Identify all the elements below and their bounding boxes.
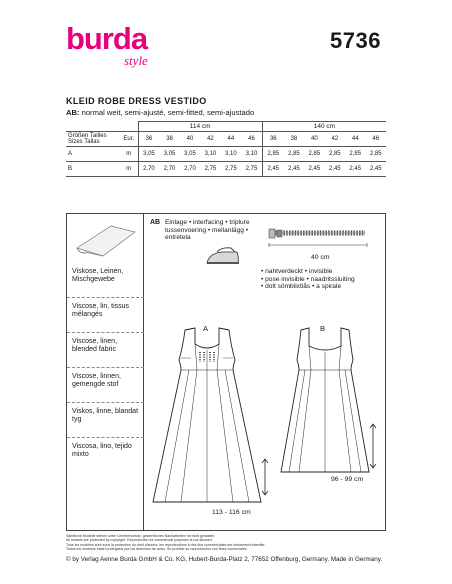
view-a-letter: A [203,324,209,333]
size-cell: 46 [241,132,262,147]
fabric-sv: Viskos, linne, blandat tyg [72,408,139,424]
view-b-letter: B [320,324,326,333]
group-left: 114 cm [138,122,262,132]
divider [67,437,144,438]
size-cell: 40 [304,132,324,147]
size-cell: 44 [221,132,241,147]
fabric-swatch-icon [73,222,137,260]
view-b-length: 96 - 99 cm [331,476,364,483]
dress-a-sketch [151,326,263,512]
notions-label: AB [150,219,161,226]
iron-icon [205,247,241,265]
divider [67,332,144,333]
size-cell: 38 [159,132,179,147]
size-cell: 38 [284,132,304,147]
subtitle-text: normal weit, semi-ajusté, semi-fitted, semi-ajustado [79,108,255,117]
pattern-number: 5736 [330,28,381,53]
fabric-es: Viscosa, lino, tejido mixto [72,443,132,459]
size-cell: 46 [365,132,386,147]
size-table-group-row [66,122,386,132]
legal-notice: Sämtliche Modelle stehen unter Urheberschutz, gewerbliches Nacharbeiten ist nicht gestattet. All models are protected by copyright. Reproduction for commercial purposes is not allowed. Tous les modèles sont sous la protection du droit d'auteur, les reproductions à des fins commerciales est strictement interdite. Todos los modelos están protegidos por los derechos de autor. Se prohíbe su reproducción con fines comerciales. [66,534,266,552]
subtitle-prefix: AB: [66,108,80,117]
view-a-length: 113 - 116 cm [212,509,251,516]
size-cell: 42 [325,132,345,147]
size-cell: 42 [200,132,220,147]
length-arrow-b [369,422,377,470]
size-table-header-row [66,132,386,147]
divider [67,297,144,298]
pattern-title: KLEID ROBE DRESS VESTIDO [66,96,207,106]
size-table [66,121,386,177]
group-right: 140 cm [262,122,386,132]
zipper-types: • nahtverdeckt • invisible • pose invisible • naadritssluiting • dolt sömblixtlås • a spirale [261,268,355,291]
brand-logo [66,21,148,68]
size-table-row-b: B m 2,70 2,70 2,70 2,75 2,75 2,75 2,45 2,45 2,45 2,45 2,45 2,45 [66,162,386,177]
fabric-nl: Viscose, linnen, gemengde stof [72,373,121,389]
length-arrow-a [261,457,269,497]
pattern-subtitle [66,108,254,117]
interfacing-text: Einlage • interfacing • triplure tussenvoering • mellanlägg • entretela [165,219,250,242]
zipper-icon [267,222,369,248]
fabric-de: Viskose, Leinen, Mischgewebe [72,268,124,284]
fabric-en: Viscose, linen, blended fabric [72,338,118,354]
size-cell: 36 [262,132,283,147]
divider [67,367,144,368]
brand-name: burda [66,21,148,56]
size-cell: 44 [345,132,365,147]
unit-header: Eur. [120,132,138,147]
info-panel [66,213,386,531]
copyright: © by Verlag Aenne Burda GmbH & Co. KG, Hubert-Burda-Platz 2, 77652 Offenburg, Germany. Made in Germany. [66,556,383,563]
fabric-column [67,214,144,530]
zipper-length: 40 cm [311,254,330,261]
fabric-fr: Viscose, lin, tissus mélangés [72,303,130,319]
size-table-row-a: A m 3,05 3,05 3,05 3,10 3,10 3,10 2,85 2,85 2,85 2,85 2,85 2,85 [66,147,386,162]
size-cell: 36 [138,132,159,147]
dress-b-sketch [279,326,371,480]
divider [67,402,144,403]
brand-sub: style [124,53,148,68]
size-cell: 40 [180,132,200,147]
size-label: Größen Tailles Sizes Tallas [66,132,120,147]
